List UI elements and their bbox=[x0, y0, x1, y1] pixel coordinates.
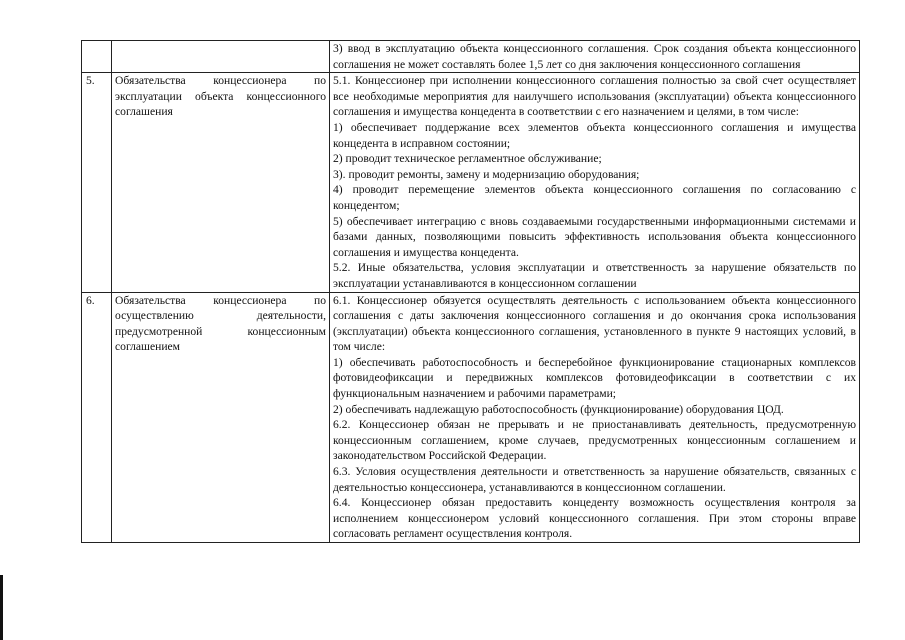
row-content bbox=[330, 73, 860, 292]
scan-edge-mark bbox=[0, 575, 3, 640]
content-paragraph: 1) обеспечивает поддержание всех элементов объекта концессионного соглашения и имущества концедента в исправном состоянии; bbox=[333, 120, 856, 150]
table-row bbox=[82, 292, 860, 543]
content-paragraph: 4) проводит перемещение элементов объекта концессионного соглашения по согласованию с концедентом; bbox=[333, 183, 856, 212]
content-paragraph: 5) обеспечивает интеграцию с вновь создаваемыми государственными информационными системами и базами данных, позволяющими повысить эффективность использования объекта концессионного соглашения и имущества концедента. bbox=[333, 214, 856, 259]
content-paragraph: 2) проводит техническое регламентное обслуживание; bbox=[333, 152, 602, 166]
content-paragraph: 3). проводит ремонты, замену и модернизацию оборудования; bbox=[333, 167, 640, 181]
content-paragraph: 6.1. Концессионер обязуется осуществлять деятельность с использованием объекта концессионного соглашения с даты заключения концессионного соглашения и до окончания срока использования (эксплуатации) объекта концессионного соглашения, установленного в пункте 9 настоящих условий, в том числе: bbox=[333, 293, 856, 354]
row-title-text: Обязательства концессионера по осуществлению деятельности, предусмотренной концессионным соглашением bbox=[115, 293, 326, 354]
row-content bbox=[330, 41, 860, 73]
content-paragraph: 5.1. Концессионер при исполнении концессионного соглашения полностью за свой счет осуществляет все необходимые мероприятия для наилучшего использования (эксплуатации) объекта концессионного соглашения и имущества концедента в соответствии с его назначением и целями, в том числе: bbox=[333, 74, 856, 119]
row-title bbox=[112, 73, 330, 292]
content-paragraph: 3) ввод в эксплуатацию объекта концессионного соглашения. Срок создания объекта концессионного соглашения не может составлять более 1,5 лет со дня заключения концессионного соглашения bbox=[333, 42, 856, 71]
row-content bbox=[330, 292, 860, 543]
row-number bbox=[82, 41, 112, 73]
content-paragraph: 6.2. Концессионер обязан не прерывать и не приостанавливать деятельность, предусмотренную концессионным соглашением, кроме случаев, предусмотренных концессионным соглашением и законодательством Российской Федерации. bbox=[333, 418, 856, 463]
row-title bbox=[112, 41, 330, 73]
table-row bbox=[82, 41, 860, 73]
content-paragraph: 5.2. Иные обязательства, условия эксплуатации и ответственность за нарушение обязательств по эксплуатации устанавливаются в концессионном соглашении bbox=[333, 261, 856, 290]
content-paragraph: 2) обеспечивать надлежащую работоспособность (функционирование) оборудования ЦОД. bbox=[333, 402, 784, 416]
row-number: 6. bbox=[82, 292, 112, 543]
content-paragraph: 1) обеспечивать работоспособность и бесперебойное функционирование стационарных комплексов фотовидеофиксации и передвижных комплексов фотовидеофиксации в соответствии с их функциональным назначением и рабочими параметрами; bbox=[333, 355, 856, 401]
row-title bbox=[112, 292, 330, 543]
row-title-text: Обязательства концессионера по эксплуатации объекта концессионного соглашения bbox=[115, 74, 326, 119]
table-row bbox=[82, 73, 860, 292]
row-number: 5. bbox=[82, 73, 112, 292]
conditions-table bbox=[81, 40, 860, 543]
content-paragraph: 6.4. Концессионер обязан предоставить концеденту возможность осуществления контроля за исполнением концессионером условий концессионного соглашения. При этом стороны вправе согласовать регламент осуществления контроля. bbox=[333, 496, 856, 541]
content-paragraph: 6.3. Условия осуществления деятельности и ответственность за нарушение обязательств, связанных с деятельностью концессионера, устанавливаются в концессионном соглашении. bbox=[333, 465, 856, 494]
